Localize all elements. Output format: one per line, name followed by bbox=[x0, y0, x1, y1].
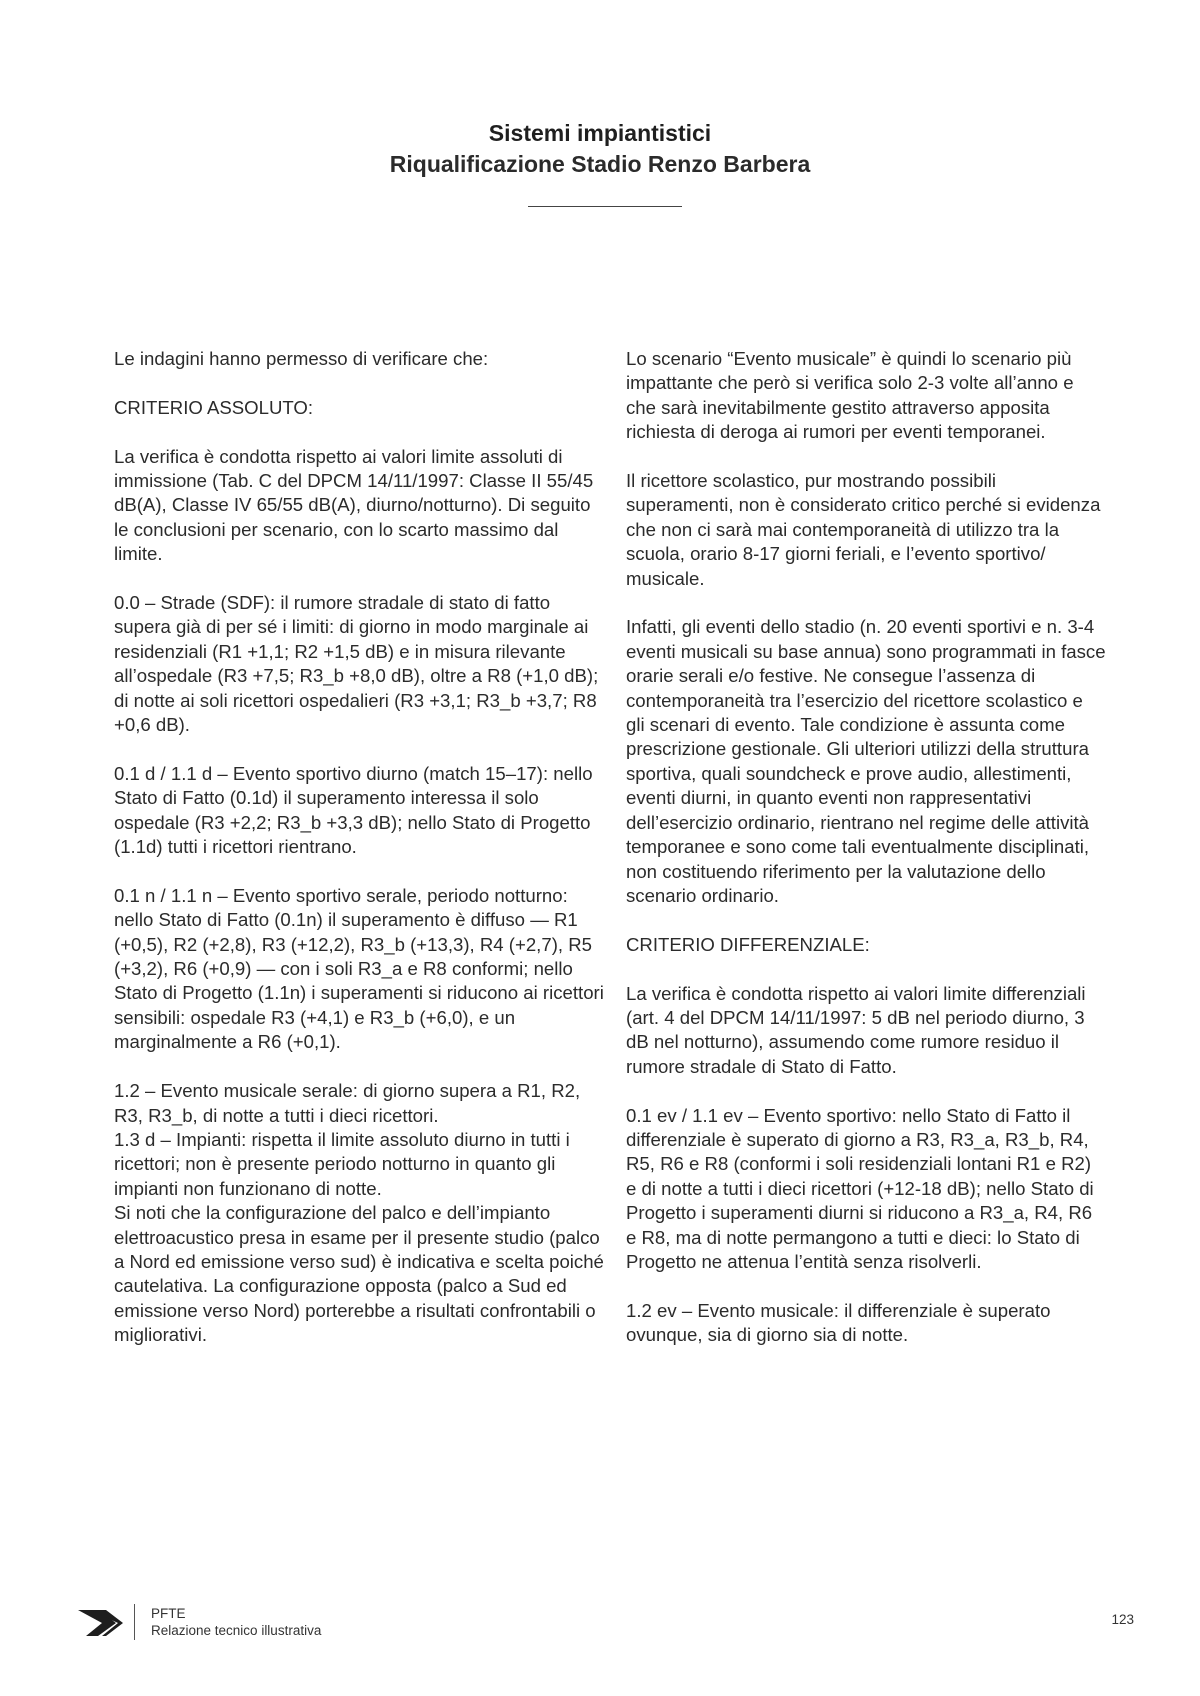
page-title: Sistemi impiantistici bbox=[488, 120, 712, 146]
paragraph: 0.1 ev / 1.1 ev – Evento sportivo: nello Stato di Fatto il differenziale è superato di giorno a R3, R3_a, R3_b, R4, R5, R6 e R8 (conformi i soli residenziali lontani R1 e R2) e di notte a tutti i dieci ricettori (+12-18 dB); nello Stato di Progetto i superamenti diurni si riducono a R3_a, R4, R6 e R8, ma di notte permangono a tutti e dieci: lo Stato di Progetto ne attenua l’entità senza risolverli. bbox=[626, 1104, 1094, 1272]
paragraph: 0.1 d / 1.1 d – Evento sportivo diurno (match 15–17): nello Stato di Fatto (0.1d) il superamento interessa il solo ospedale (R3 +2,2; R3_b +3,3 dB); nello Stato di Progetto (1.1d) tutti i ricettori rientrano. bbox=[114, 762, 593, 858]
paragraph: 1.3 d – Impianti: rispetta il limite assoluto diurno in tutti i ricettori; non è presente periodo notturno in quanto gli impianti non funzionano di notte. bbox=[114, 1128, 570, 1199]
paragraph: Si noti che la configurazione del palco e dell’impianto elettroacustico presa in esame per il presente studio (palco a Nord ed emissione verso sud) è indicativa e scelta poiché cautelativa. La configurazione opposta (palco a Sud ed emissione verso Nord) porterebbe a risultati confrontabili o migliorativi. bbox=[114, 1202, 604, 1346]
section-heading: CRITERIO ASSOLUTO: bbox=[114, 396, 314, 418]
footer-document: Relazione tecnico illustrativa bbox=[151, 1623, 322, 1638]
paragraph: Infatti, gli eventi dello stadio (n. 20 eventi sportivi e n. 3-4 eventi musicali su base annua) sono programmati in fasce orarie serali e/o festive. Ne consegue l’assenza di contemporaneità tra l’esercizio del ricettore scolastico e gli scenari di evento. Tale condizione è assunta come prescrizione gestionale. Gli ulteriori utilizzi della struttura sportiva, quali soundcheck e prove audio, allestimenti, eventi diurni, in quanto eventi non rappresentativi dell’esercizio ordinario, rientrano nel regime delle attività temporanee e sono come tali eventualmente disciplinati, non costituendo riferimento per la valutazione dello scenario ordinario. bbox=[626, 616, 1106, 906]
paragraph: La verifica è condotta rispetto ai valori limite assoluti di immissione (Tab. C del DPCM 14/11/1997: Classe II 55/45 dB(A), Classe IV 65/55 dB(A), diurno/notturno). Di seguito le conclusioni per scenario, con lo scarto massimo dal limite. bbox=[114, 445, 594, 565]
paragraph: 1.2 ev – Evento musicale: il differenziale è superato ovunque, sia di giorno sia di notte. bbox=[626, 1299, 1051, 1346]
header-divider bbox=[528, 206, 682, 207]
page-subtitle: Riqualificazione Stadio Renzo Barbera bbox=[389, 151, 811, 177]
page-header bbox=[0, 118, 1200, 180]
footer-project: PFTE bbox=[151, 1606, 186, 1621]
footer-info bbox=[151, 1605, 321, 1639]
paragraph: Le indagini hanno permesso di verificare che: bbox=[114, 348, 489, 369]
paragraph: 0.0 – Strade (SDF): il rumore stradale di stato di fatto supera già di per sé i limiti: di giorno in modo marginale ai residenziali (R1 +1,1; R2 +1,5 dB) e in misura rilevante all’ospedale (R3 +7,5; R3_b +8,0 dB), oltre a R8 (+1,0 dB); di notte ai soli ricettori ospedalieri (R3 +3,1; R3_b +3,7; R8 +0,6 dB). bbox=[114, 592, 599, 736]
left-column bbox=[114, 347, 604, 1348]
paragraph: 0.1 n / 1.1 n – Evento sportivo serale, periodo notturno: nello Stato di Fatto (0.1n) il superamento è diffuso — R1 (+0,5), R2 (+2,8), R3 (+12,2), R3_b (+13,3), R4 (+2,7), R5 (+3,2), R6 (+0,9) — con i soli R3_a e R8 conformi; nello Stato di Progetto (1.1n) i superamenti si riducono ai ricettori sensibili: ospedale R3 (+4,1) e R3_b (+6,0), e un marginalmente a R6 (+0,1). bbox=[114, 884, 604, 1053]
paragraph: La verifica è condotta rispetto ai valori limite differenziali (art. 4 del DPCM 14/11/1997: 5 dB nel periodo diurno, 3 dB nel notturno), assumendo come rumore residuo il rumore stradale di Stato di Fatto. bbox=[626, 982, 1086, 1077]
paragraph: Lo scenario “Evento musicale” è quindi lo scenario più impattante che però si verifica solo 2-3 volte all’anno e che sarà inevitabilmente gestito attraverso apposita richiesta di deroga ai rumori per eventi temporanei. bbox=[626, 348, 1074, 443]
footer-divider bbox=[134, 1604, 135, 1640]
page-number: 123 bbox=[1111, 1612, 1134, 1627]
section-heading: CRITERIO DIFFERENZIALE: bbox=[626, 933, 870, 955]
paragraph: 1.2 – Evento musicale serale: di giorno supera a R1, R2, R3, R3_b, di notte a tutti i dieci ricettori. bbox=[114, 1080, 581, 1126]
chevron-logo-icon bbox=[76, 1606, 124, 1640]
paragraph: Il ricettore scolastico, pur mostrando possibili superamenti, non è considerato critico perché si evidenza che non ci sarà mai contemporaneità di utilizzo tra la scuola, orario 8-17 giorni feriali, e l’evento sportivo/ musicale. bbox=[626, 470, 1101, 589]
right-column bbox=[626, 347, 1106, 1348]
